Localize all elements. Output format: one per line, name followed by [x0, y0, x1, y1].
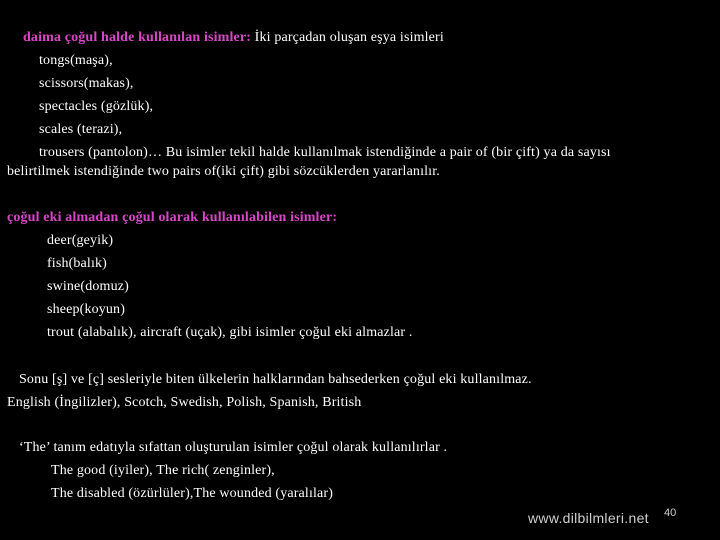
- section1-item: spectacles (gözlük),: [39, 99, 154, 114]
- section1-item: scales (terazi),: [39, 122, 123, 137]
- section2-item: swine(domuz): [47, 279, 129, 294]
- section2-item: sheep(koyun): [47, 302, 126, 317]
- section1-item: tongs(maşa),: [39, 53, 113, 68]
- section4-item: The disabled (özürlüler),The wounded (yaralılar): [51, 486, 334, 501]
- page-number: 40: [664, 507, 677, 519]
- section4-item: The good (iyiler), The rich( zenginler),: [51, 463, 275, 478]
- section2-heading: çoğul eki almadan çoğul olarak kullanılabilen isimler:: [7, 210, 338, 225]
- section1-item: trousers (pantolon)… Bu isimler tekil halde kullanılmak istendiğinde a pair of (bir çift) ya da sayısı: [39, 145, 611, 160]
- section1-heading: daima çoğul halde kullanılan isimler:: [23, 30, 252, 45]
- section2-item: fish(balık): [47, 256, 107, 271]
- footer-url: www.dilbilmleri.net: [528, 510, 649, 526]
- section4-line1: ‘The’ tanım edatıyla sıfattan oluşturulan isimler çoğul olarak kullanılırlar .: [19, 440, 448, 455]
- section3-line1: Sonu [ş] ve [ç] sesleriyle biten ülkelerin halklarından bahsederken çoğul eki kullanılmaz.: [19, 372, 532, 387]
- section2-item: trout (alabalık), aircraft (uçak), gibi isimler çoğul eki almazlar .: [47, 325, 413, 340]
- section1-intro: İki parçadan oluşan eşya isimleri: [251, 30, 444, 45]
- section3-line2: English (İngilizler), Scotch, Swedish, Polish, Spanish, British: [7, 395, 362, 410]
- section1-item: scissors(makas),: [39, 76, 134, 91]
- section1-line: [23, 29, 444, 47]
- section2-item: deer(geyik): [47, 233, 114, 248]
- section1-continuation: belirtilmek istendiğinde two pairs of(iki çift) gibi sözcüklerden yararlanılır.: [7, 164, 440, 179]
